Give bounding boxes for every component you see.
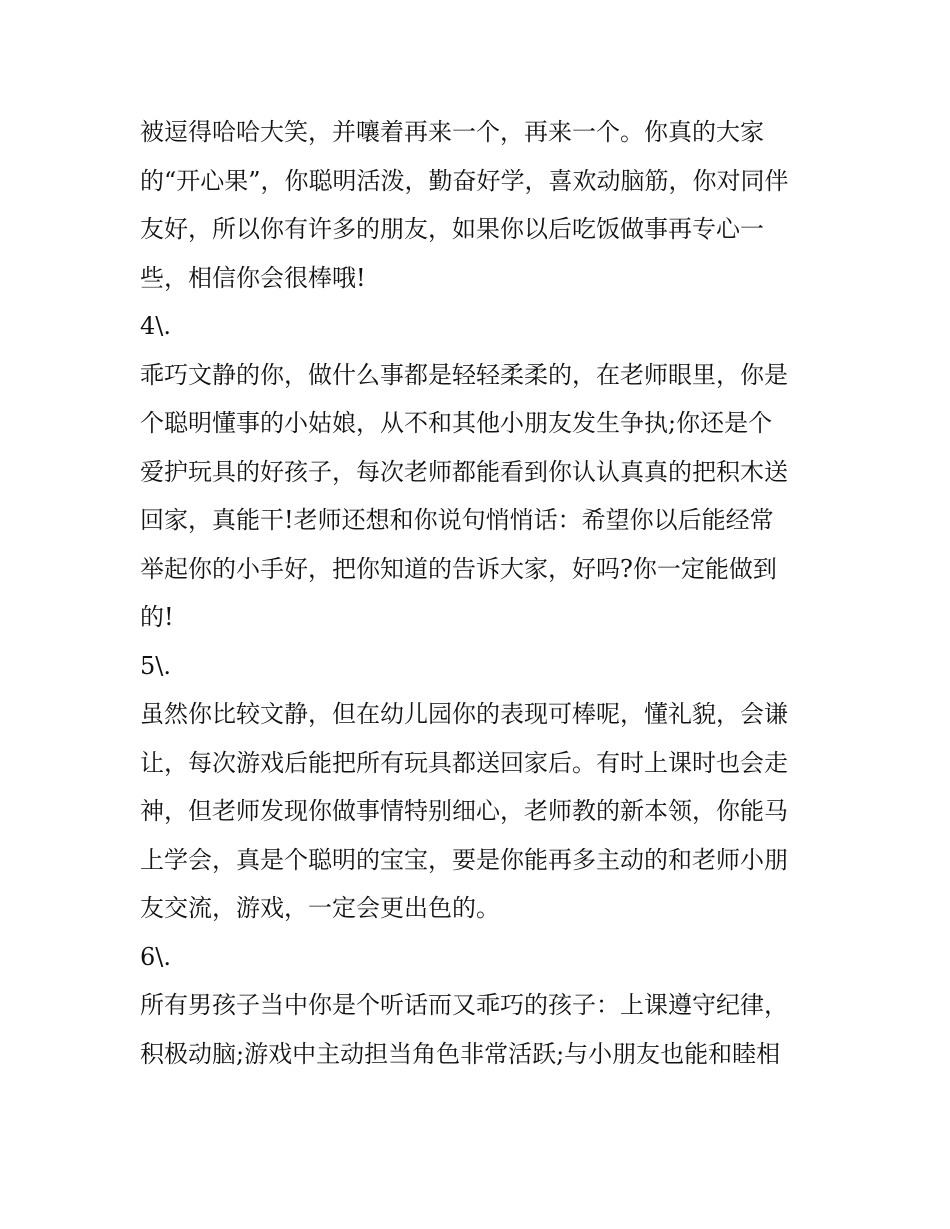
text-line: 乖巧文静的你，做什么事都是轻轻柔柔的，在老师眼里，你是	[140, 360, 788, 389]
text-line: 友好，所以你有许多的朋友，如果你以后吃饭做事再专心一	[140, 215, 764, 243]
text-line: 神，但老师发现你做事情特别细心，老师教的新本领，你能马	[140, 797, 788, 825]
text-line: 的!	[140, 603, 174, 631]
text-line: 个聪明懂事的小姑娘，从不和其他小朋友发生争执;你还是个	[140, 409, 773, 437]
text-line: 爱护玩具的好孩子，每次老师都能看到你认认真真的把积木送	[140, 457, 788, 486]
text-line: 友交流，游戏，一定会更出色的。	[140, 894, 500, 922]
text-line: 上学会，真是个聪明的宝宝，要是你能再多主动的和老师小朋	[140, 845, 788, 874]
text-line: 些，相信你会很棒哦!	[140, 263, 366, 292]
text-line: 所有男孩子当中你是个听话而又乖巧的孩子：上课遵守纪律，	[140, 991, 788, 1019]
text-line: 虽然你比较文静，但在幼儿园你的表现可棒呢，懂礼貌，会谦	[140, 700, 788, 728]
text-line: 的“开心果”，你聪明活泼，勤奋好学，喜欢动脑筋，你对同伴	[140, 166, 789, 195]
text-line: 回家，真能干!老师还想和你说句悄悄话：希望你以后能经常	[140, 506, 774, 534]
text-line: 让，每次游戏后能把所有玩具都送回家后。有时上课时也会走	[140, 748, 788, 777]
section-number: 5\.	[140, 651, 171, 680]
text-line: 举起你的小手好，把你知道的告诉大家，好吗?你一定能做到	[140, 554, 777, 583]
document-body	[140, 108, 820, 1078]
text-line: 被逗得哈哈大笑，并嚷着再来一个，再来一个。你真的大家	[140, 118, 764, 146]
section-number: 6\.	[140, 942, 171, 971]
section-number: 4\.	[140, 312, 171, 340]
text-line: 积极动脑;游戏中主动担当角色非常活跃;与小朋友也能和睦相	[140, 1039, 781, 1068]
